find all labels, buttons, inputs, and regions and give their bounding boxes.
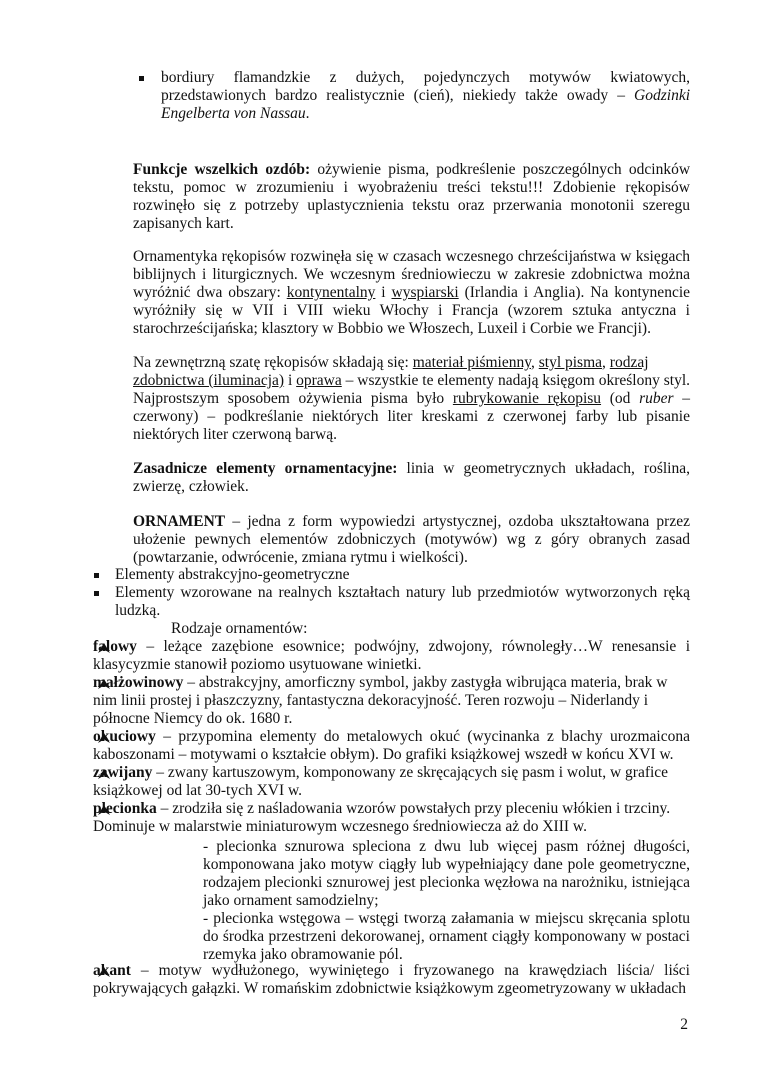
- list-item-okuciowy: okuciowy – przypomina elementy do metalowych okuć (wycinanka z blachy urozmaicona kaboszonami – motywami o kształcie obłym). Do grafiki książkowej wszedł w końcu XVI w.: [93, 728, 690, 763]
- list-item-plecionka: plecionka – zrodziła się z naśladowania wzorów powstałych przy pleceniu włókien i trzciny. Dominuje w malarstwie miniaturowym wczesnego średniowiecza aż do XIII w.: [93, 800, 671, 835]
- paragraph-szata-line1: Na zewnętrzną szatę rękopisów składają się: materiał piśmienny, styl pisma, rodzaj: [133, 354, 649, 371]
- plecionka-sub-sznurowa: - plecionka sznurowa spleciona z dwu lub więcej pasm różnej długości, komponowana jako motyw ciągły lub wypełniający dane pole geometryczne, rodzajem plecionki sznurowej jest plecionka węzłowa na narożniku, istniejąca jako ornament samodzielny;: [203, 838, 690, 909]
- paragraph-ornament: ORNAMENT – jedna z form wypowiedzi artystycznej, ozdoba ukształtowana przez ułożenie pewnych elementów zdobniczych (motywów) wg z góry obranych zasad (powtarzanie, odwrócenie, zmiana rytmu i wielkości).: [133, 513, 690, 566]
- page-number: 2: [680, 1016, 688, 1033]
- paragraph-zasadnicze: Zasadnicze elementy ornamentacyjne: linia w geometrycznych układach, roślina, zwierzę, człowiek.: [133, 460, 690, 495]
- paragraph-funkcje: Funkcje wszelkich ozdób: ożywienie pisma, podkreślenie poszczególnych odcinków tekstu, pomoc w zrozumieniu i wyobrażeniu treści tekstu!!! Zdobienie rękopisów rozwinęło się z potrzeby uplastycznienia tekstu oraz przerwania monotonii szeregu zapisanych kart.: [133, 161, 691, 232]
- bullet-square-icon: [94, 591, 99, 596]
- list-item-akant: akant – motyw wydłużonego, wywiniętego i fryzowanego na krawędziach liścia/ liści pokrywających gałązki. W romańskim zdobnictwie książkowym zgeometryzowany w układach: [93, 962, 690, 997]
- list-item-elementy-2: Elementy wzorowane na realnych kształtach natury lub przedmiotów wytworzonych ręką ludzką.: [115, 584, 690, 619]
- bullet-bordiury: bordiury flamandzkie z dużych, pojedynczych motywów kwiatowych, przedstawionych bardzo realistycznie (cień), niekiedy także owady – Godzinki Engelberta von Nassau.: [161, 69, 690, 122]
- bullet-square-icon: [94, 573, 99, 578]
- list-item-text-falowy: falowy – leżące zazębione esownice; podwójny, zdwojony, równoległy…W renesansie i klasycyzmie stanowił poziomo usytuowane winietki.: [93, 638, 690, 673]
- bullet-square-icon: [139, 76, 144, 81]
- list-item-zawijany: zawijany – zwany kartuszowym, komponowany ze skręcających się pasm i wolut, w grafice książkowej od lat 30-tych XVI w.: [93, 764, 669, 799]
- paragraph-rubrykowanie: Najprostszym sposobem ożywienia pisma było rubrykowanie rękopisu (od ruber – czerwony) – podkreślanie niektórych liter kreskami z czerwonej farby lub pisanie niektórych liter czerwoną barwą.: [133, 390, 691, 443]
- paragraph-szata-line2: zdobnictwa (iluminacja) i oprawa – wszystkie te elementy nadają księgom określony styl.: [133, 372, 691, 389]
- list-item-malzowinowy: małżowinowy – abstrakcyjny, amorficzny symbol, jakby zastygła wibrująca materia, brak w nim linii prostej i płaszczyzny, fantastyczna dekoracyjność. Teren rozwoju – Niderlandy i północne Niemcy do ok. 1680 r.: [93, 674, 668, 727]
- heading-rodzaje: Rodzaje ornamentów:: [171, 620, 308, 637]
- paragraph-ornamentyka: Ornamentyka rękopisów rozwinęła się w czasach wczesnego chrześcijaństwa w księgach biblijnych i liturgicznych. We wczesnym średniowieczu w zakresie zdobnictwa można wyróżnić dwa obszary: kontynentalny i wyspiarski (Irlandia i Anglia). Na kontynencie wyróżniły się w VII i VIII wieku Włochy i Francja (wzorem sztuka antyczna i starochrześcijańska; klasztory w Bobbio we Włoszech, Luxeil i Corbie we Francji).: [133, 248, 691, 337]
- list-item-elementy-1: Elementy abstrakcyjno-geometryczne: [115, 566, 350, 583]
- plecionka-sub-wstegowa: - plecionka wstęgowa – wstęgi tworzą załamania w miejscu skręcania splotu do środka przestrzeni dekorowanej, ornament ciągły komponowany w postaci rzemyka jako obramowanie pól.: [203, 910, 690, 963]
